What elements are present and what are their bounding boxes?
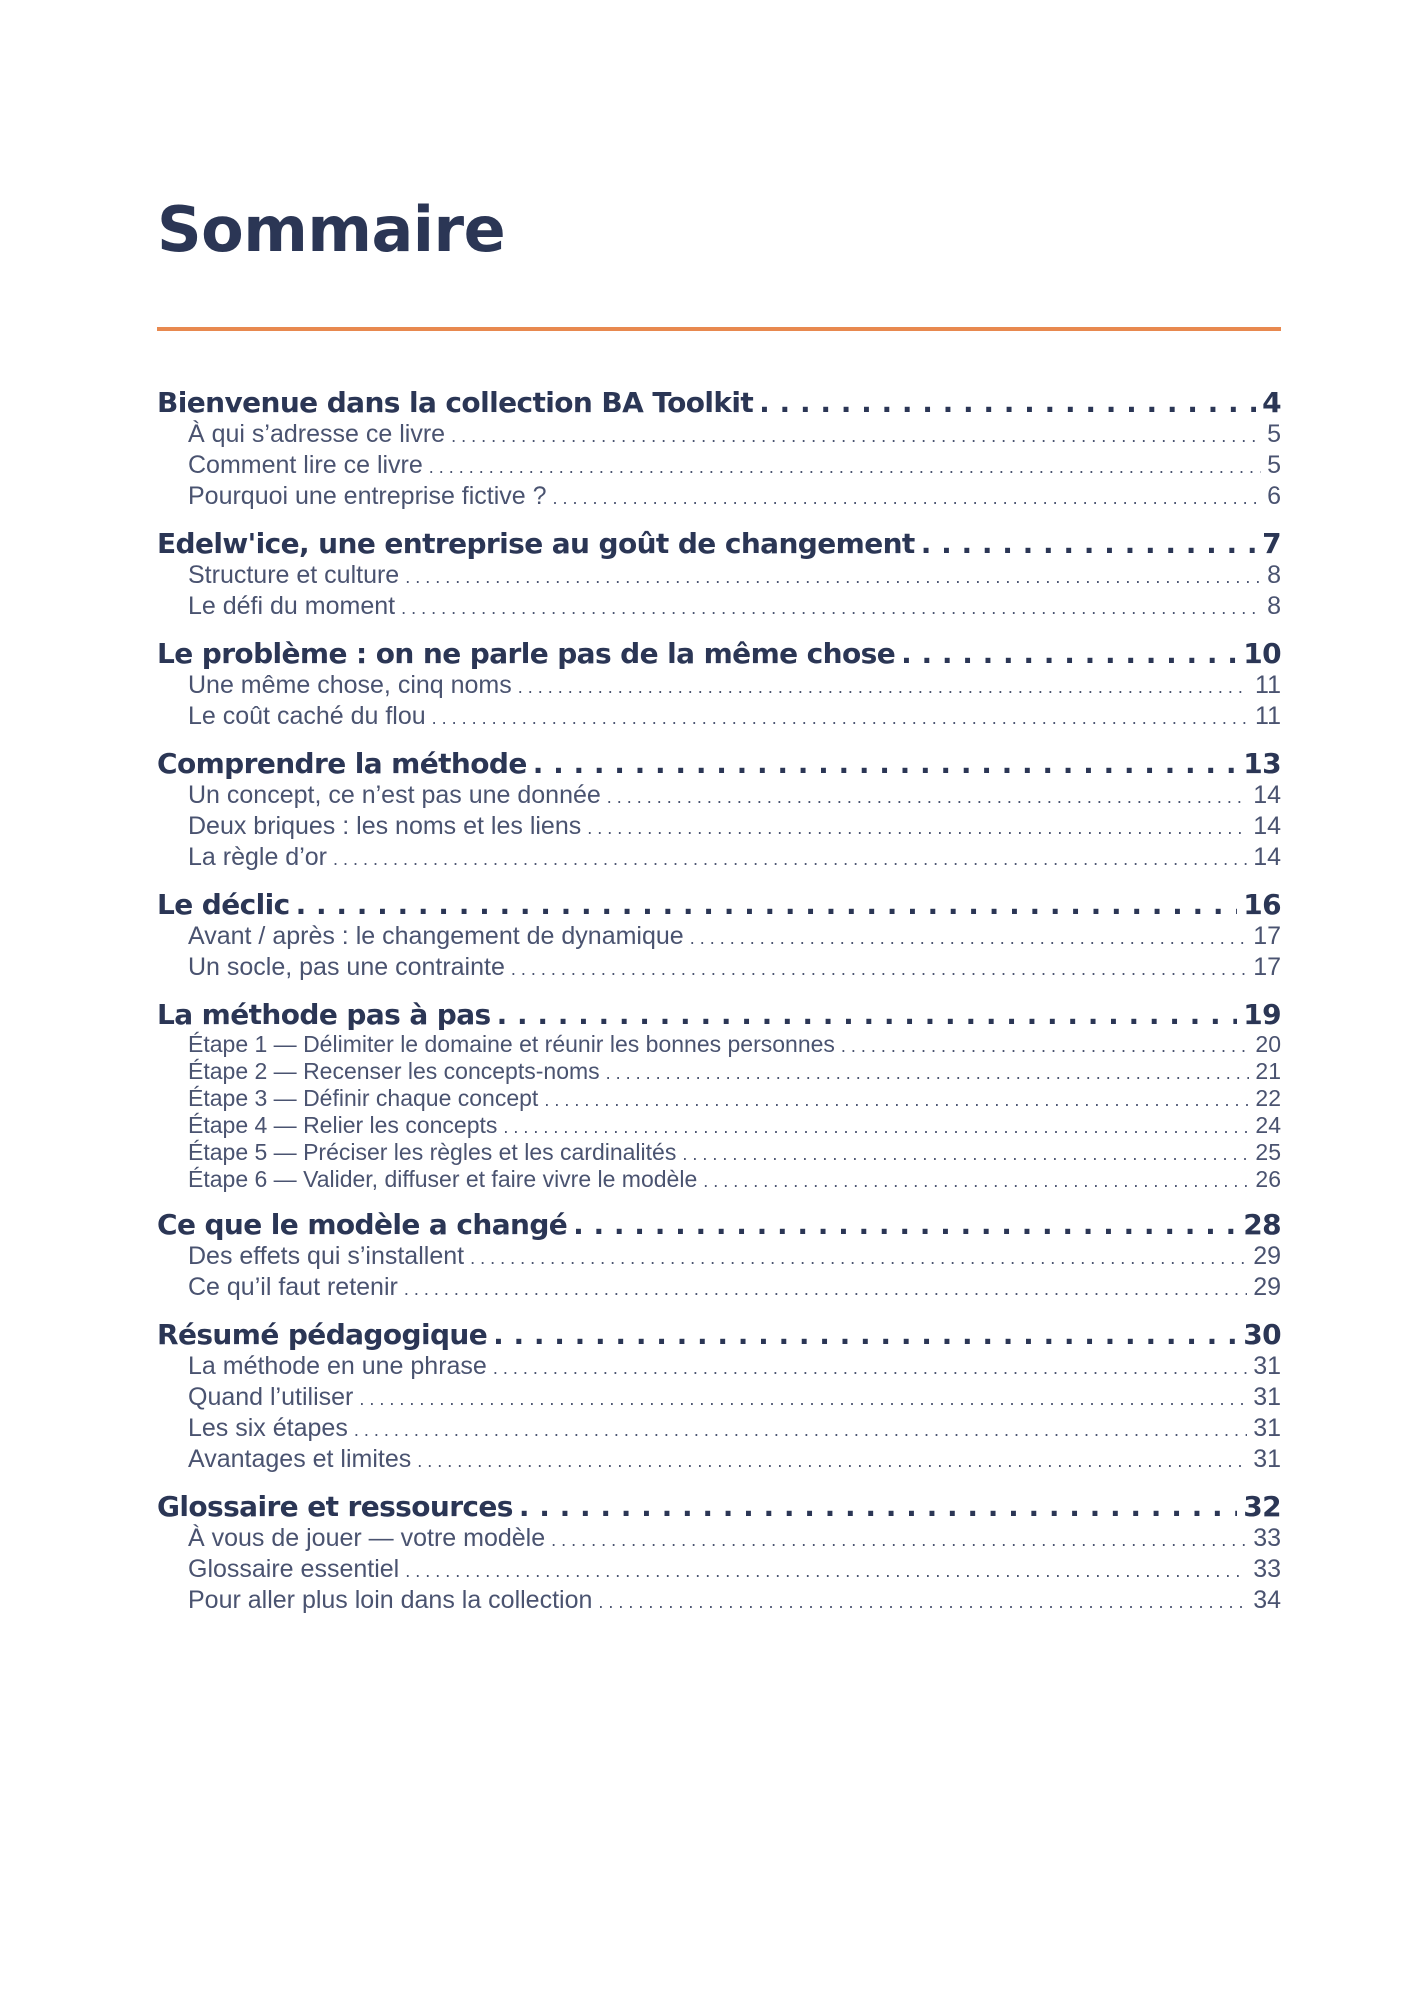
toc-subentry-title: Pour aller plus loin dans la collection — [188, 1586, 593, 1614]
toc-dot-leader — [533, 747, 1238, 781]
toc-dot-leader — [682, 1142, 1249, 1167]
toc-dot-leader — [359, 1385, 1247, 1414]
toc-subentry-page: 14 — [1253, 812, 1281, 840]
toc-subentry-title: Étape 4 — Relier les concepts — [188, 1112, 498, 1138]
toc-section — [157, 1208, 1281, 1304]
toc-subentry-title: La règle d’or — [188, 843, 327, 871]
toc-dot-leader — [451, 422, 1261, 451]
toc-dot-leader — [544, 1088, 1249, 1113]
toc-chapter-entry[interactable] — [157, 747, 1281, 781]
toc-subentry[interactable] — [157, 1113, 1281, 1140]
toc-dot-leader — [493, 1354, 1247, 1383]
toc-dot-leader — [607, 783, 1247, 812]
toc-subentry[interactable] — [157, 1242, 1281, 1273]
toc-subentry-page: 14 — [1253, 781, 1281, 809]
toc-subentry-title: Les six étapes — [188, 1414, 348, 1442]
toc-subentry[interactable] — [157, 1383, 1281, 1414]
toc-chapter-title: Comprendre la méthode — [157, 747, 527, 780]
toc-chapter-title: Le déclic — [157, 888, 290, 921]
toc-subentry-title: Étape 1 — Délimiter le domaine et réunir les bonnes personnes — [188, 1031, 835, 1057]
toc-subentry[interactable] — [157, 1445, 1281, 1476]
toc-subentry-title: Deux briques : les noms et les liens — [188, 812, 582, 840]
toc-section — [157, 527, 1281, 623]
toc-subentry[interactable] — [157, 702, 1281, 733]
toc-chapter-title: Bienvenue dans la collection BA Toolkit — [157, 386, 754, 419]
toc-subentry-page: 29 — [1253, 1242, 1281, 1270]
toc-subentry-page: 17 — [1253, 922, 1281, 950]
title-divider — [157, 327, 1281, 331]
toc-subentry[interactable] — [157, 781, 1281, 812]
toc-chapter-page: 16 — [1243, 888, 1281, 921]
toc-subentry-page: 5 — [1267, 420, 1281, 448]
toc-dot-leader — [703, 1169, 1249, 1194]
toc-subentry-page: 33 — [1253, 1524, 1281, 1552]
toc-subentry[interactable] — [157, 420, 1281, 451]
toc-section — [157, 637, 1281, 733]
toc-subentry-title: Pourquoi une entreprise fictive ? — [188, 482, 547, 510]
toc-subentry[interactable] — [157, 1140, 1281, 1167]
toc-subentry-page: 33 — [1253, 1555, 1281, 1583]
toc-dot-leader — [401, 594, 1261, 623]
toc-dot-leader — [518, 673, 1249, 702]
toc-dot-leader — [598, 1588, 1247, 1617]
toc-subentry[interactable] — [157, 561, 1281, 592]
toc-subentry-title: Des effets qui s’installent — [188, 1242, 465, 1270]
toc-chapter-entry[interactable] — [157, 527, 1281, 561]
toc-subentry[interactable] — [157, 1586, 1281, 1617]
toc-subentry-title: Étape 2 — Recenser les concepts-noms — [188, 1058, 600, 1084]
toc-subentry[interactable] — [157, 812, 1281, 843]
toc-subentry-page: 26 — [1255, 1166, 1281, 1192]
toc-subentry-title: Un concept, ce n’est pas une donnée — [188, 781, 601, 809]
toc-dot-leader — [921, 527, 1256, 561]
toc-dot-leader — [573, 1208, 1237, 1242]
toc-subentry-title: À qui s’adresse ce livre — [188, 420, 446, 448]
toc-chapter-entry[interactable] — [157, 1208, 1281, 1242]
toc-dot-leader — [417, 1447, 1247, 1476]
toc-chapter-title: Glossaire et ressources — [157, 1490, 513, 1523]
toc-dot-leader — [901, 637, 1237, 671]
toc-chapter-page: 19 — [1243, 998, 1281, 1031]
toc-subentry-title: Étape 5 — Préciser les règles et les cardinalités — [188, 1139, 677, 1165]
toc-dot-leader — [841, 1034, 1249, 1059]
toc-subentry-title: Le défi du moment — [188, 592, 396, 620]
toc-subentry-title: À vous de jouer — votre modèle — [188, 1524, 546, 1552]
toc-subentry-page: 11 — [1255, 702, 1281, 730]
toc-subentry[interactable] — [157, 1167, 1281, 1194]
toc-dot-leader — [497, 998, 1238, 1032]
toc-dot-leader — [606, 1061, 1250, 1086]
toc-dot-leader — [354, 1416, 1247, 1445]
toc-chapter-entry[interactable] — [157, 637, 1281, 671]
toc-dot-leader — [503, 1115, 1249, 1140]
toc-subentry-page: 31 — [1253, 1383, 1281, 1411]
toc-subentry[interactable] — [157, 1524, 1281, 1555]
toc-subentry-page: 8 — [1267, 592, 1281, 620]
toc-subentry-page: 21 — [1255, 1058, 1281, 1084]
toc-chapter-entry[interactable] — [157, 386, 1281, 420]
toc-subentry-page: 6 — [1267, 482, 1281, 510]
toc-chapter-page: 4 — [1262, 386, 1281, 419]
toc-subentry-page: 22 — [1255, 1085, 1281, 1111]
toc-dot-leader — [511, 955, 1247, 984]
toc-section — [157, 998, 1281, 1194]
toc-subentry-title: Glossaire essentiel — [188, 1555, 400, 1583]
toc-subentry-title: Une même chose, cinq noms — [188, 671, 512, 699]
toc-chapter-entry[interactable] — [157, 888, 1281, 922]
toc-subentry-title: Comment lire ce livre — [188, 451, 423, 479]
toc-section — [157, 747, 1281, 874]
toc-dot-leader — [553, 484, 1262, 513]
toc-subentry[interactable] — [157, 1032, 1281, 1059]
toc-dot-leader — [404, 1275, 1247, 1304]
toc-chapter-entry[interactable] — [157, 1490, 1281, 1524]
toc-chapter-title: Résumé pédagogique — [157, 1318, 488, 1351]
toc-chapter-page: 28 — [1243, 1208, 1281, 1241]
toc-subentry-title: Étape 6 — Valider, diffuser et faire vivre le modèle — [188, 1166, 698, 1192]
toc-subentry-page: 29 — [1253, 1273, 1281, 1301]
toc-subentry-title: Quand l’utiliser — [188, 1383, 354, 1411]
table-of-contents — [157, 386, 1281, 1631]
toc-subentry[interactable] — [157, 451, 1281, 482]
toc-subentry-title: Ce qu’il faut retenir — [188, 1273, 398, 1301]
toc-dot-leader — [493, 1318, 1237, 1352]
toc-chapter-page: 10 — [1243, 637, 1281, 670]
toc-dot-leader — [333, 845, 1247, 874]
toc-subentry-title: Le coût caché du flou — [188, 702, 426, 730]
toc-subentry[interactable] — [157, 482, 1281, 513]
toc-subentry[interactable] — [157, 1414, 1281, 1445]
toc-subentry[interactable] — [157, 1086, 1281, 1113]
toc-chapter-title: Edelw'ice, une entreprise au goût de changement — [157, 527, 915, 560]
toc-subentry[interactable] — [157, 1352, 1281, 1383]
toc-subentry-page: 5 — [1267, 451, 1281, 479]
toc-subentry-title: Avant / après : le changement de dynamique — [188, 922, 684, 950]
toc-dot-leader — [470, 1244, 1247, 1273]
toc-dot-leader — [405, 1557, 1247, 1586]
toc-subentry[interactable] — [157, 1273, 1281, 1304]
toc-dot-leader — [551, 1526, 1247, 1555]
toc-subentry[interactable] — [157, 671, 1281, 702]
toc-subentry-page: 31 — [1253, 1414, 1281, 1442]
toc-dot-leader — [690, 924, 1247, 953]
toc-chapter-entry[interactable] — [157, 998, 1281, 1032]
toc-subentry[interactable] — [157, 592, 1281, 623]
toc-subentry-page: 14 — [1253, 843, 1281, 871]
toc-chapter-page: 13 — [1243, 747, 1281, 780]
toc-dot-leader — [432, 704, 1249, 733]
toc-chapter-title: Le problème : on ne parle pas de la même chose — [157, 637, 896, 670]
toc-dot-leader — [519, 1490, 1237, 1524]
page-title: Sommaire — [157, 193, 506, 266]
toc-section — [157, 1490, 1281, 1617]
toc-dot-leader — [405, 563, 1261, 592]
toc-subentry-title: Un socle, pas une contrainte — [188, 953, 505, 981]
toc-chapter-title: La méthode pas à pas — [157, 998, 491, 1031]
toc-subentry-page: 34 — [1253, 1586, 1281, 1614]
toc-subentry-page: 31 — [1253, 1352, 1281, 1380]
toc-section — [157, 1318, 1281, 1476]
toc-chapter-entry[interactable] — [157, 1318, 1281, 1352]
toc-subentry-page: 24 — [1255, 1112, 1281, 1138]
toc-dot-leader — [587, 814, 1247, 843]
toc-subentry[interactable] — [157, 1059, 1281, 1086]
toc-subentry[interactable] — [157, 843, 1281, 874]
toc-subentry-page: 20 — [1255, 1031, 1281, 1057]
toc-dot-leader — [296, 888, 1238, 922]
toc-subentry-page: 31 — [1253, 1445, 1281, 1473]
toc-subentry-title: Avantages et limites — [188, 1445, 412, 1473]
toc-dot-leader — [759, 386, 1256, 420]
toc-chapter-page: 30 — [1243, 1318, 1281, 1351]
toc-subentry-page: 8 — [1267, 561, 1281, 589]
toc-subentry-title: La méthode en une phrase — [188, 1352, 487, 1380]
toc-section — [157, 888, 1281, 984]
toc-subentry-title: Structure et culture — [188, 561, 400, 589]
toc-subentry[interactable] — [157, 922, 1281, 953]
toc-section — [157, 386, 1281, 513]
toc-chapter-title: Ce que le modèle a changé — [157, 1208, 568, 1241]
toc-subentry-page: 17 — [1253, 953, 1281, 981]
toc-subentry-page: 25 — [1255, 1139, 1281, 1165]
toc-subentry[interactable] — [157, 1555, 1281, 1586]
toc-chapter-page: 32 — [1243, 1490, 1281, 1523]
toc-chapter-page: 7 — [1262, 527, 1281, 560]
toc-subentry[interactable] — [157, 953, 1281, 984]
toc-subentry-title: Étape 3 — Définir chaque concept — [188, 1085, 539, 1111]
toc-dot-leader — [429, 453, 1261, 482]
toc-subentry-page: 11 — [1255, 671, 1281, 699]
